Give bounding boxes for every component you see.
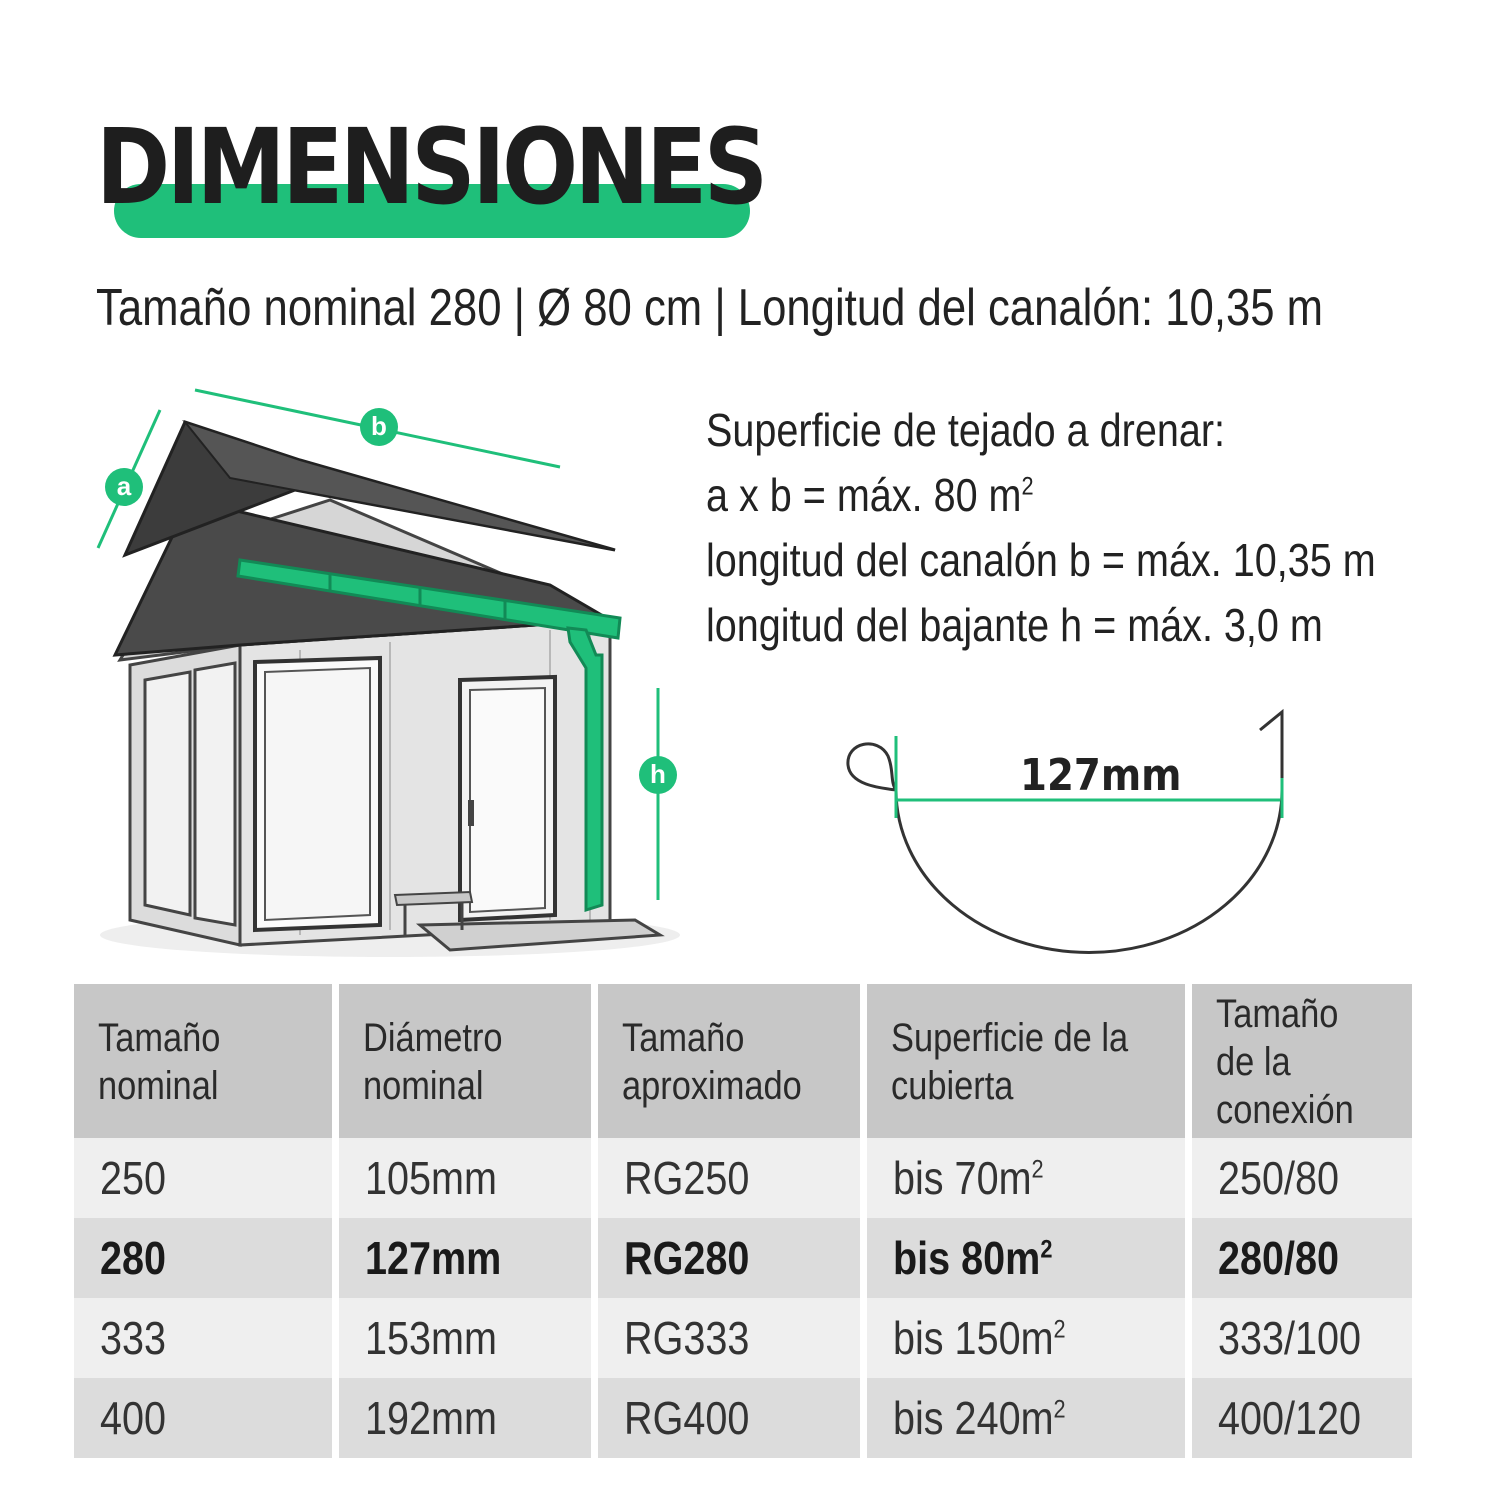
product-summary: Tamaño nominal 280 | Ø 80 cm | Longitud del canalón: 10,35 m xyxy=(96,279,1324,337)
table-row xyxy=(74,1138,1412,1218)
cell-area: bis $240m^2$ xyxy=(867,1378,1185,1458)
cell-diameter: 127mm xyxy=(339,1218,591,1298)
gutter-profile-diagram xyxy=(830,690,1300,970)
table-row-highlighted xyxy=(74,1218,1412,1298)
spec-gutter-length: longitud del canalón b = máx. 10,35 m xyxy=(706,534,1376,586)
header-approx-size: Tamaño aproximado xyxy=(598,984,860,1138)
cell-area: bis $70m^2$ xyxy=(867,1138,1185,1218)
cell-connection: 400/120 xyxy=(1192,1378,1412,1458)
header-connection-size: Tamaño de la conexión xyxy=(1192,984,1412,1138)
cell-approx: RG333 xyxy=(598,1298,860,1378)
gutter-size-table xyxy=(67,984,1419,1458)
cell-connection: 280/80 xyxy=(1192,1218,1412,1298)
profile-width-label: 127mm xyxy=(1020,750,1182,801)
dimension-b-badge: b xyxy=(360,408,398,446)
dimension-a-badge: a xyxy=(105,468,143,506)
cell-size: 280 xyxy=(74,1218,332,1298)
cell-size: 250 xyxy=(74,1138,332,1218)
cell-area: bis $80m^2$ xyxy=(867,1218,1185,1298)
table-header-row xyxy=(74,984,1412,1138)
cell-approx: RG400 xyxy=(598,1378,860,1458)
table-row xyxy=(74,1378,1412,1458)
table-row xyxy=(74,1298,1412,1378)
dimension-h-badge: h xyxy=(639,756,677,794)
header-nominal-diameter: Diámetro nominal xyxy=(339,984,591,1138)
cell-area: bis $150m^2$ xyxy=(867,1298,1185,1378)
cell-diameter: 105mm xyxy=(339,1138,591,1218)
title-block xyxy=(96,106,765,242)
garden-house-illustration xyxy=(90,380,690,980)
cell-diameter: 192mm xyxy=(339,1378,591,1458)
cell-diameter: 153mm xyxy=(339,1298,591,1378)
header-nominal-size: Tamaño nominal xyxy=(74,984,332,1138)
header-roof-surface: Superficie de la cubierta xyxy=(867,984,1185,1138)
cell-connection: 333/100 xyxy=(1192,1298,1412,1378)
spec-roof-surface-label: Superficie de tejado a drenar: xyxy=(706,404,1226,456)
cell-connection: 250/80 xyxy=(1192,1138,1412,1218)
cell-approx: RG280 xyxy=(598,1218,860,1298)
cell-approx: RG250 xyxy=(598,1138,860,1218)
drainage-specs xyxy=(706,398,1466,658)
cell-size: 400 xyxy=(74,1378,332,1458)
spec-area-formula: a x b = máx. 80 $m^2$ xyxy=(706,469,1034,521)
cell-size: 333 xyxy=(74,1298,332,1378)
spec-downpipe-length: longitud del bajante h = máx. 3,0 m xyxy=(706,599,1323,651)
page-title: DIMENSIONES xyxy=(96,106,765,228)
